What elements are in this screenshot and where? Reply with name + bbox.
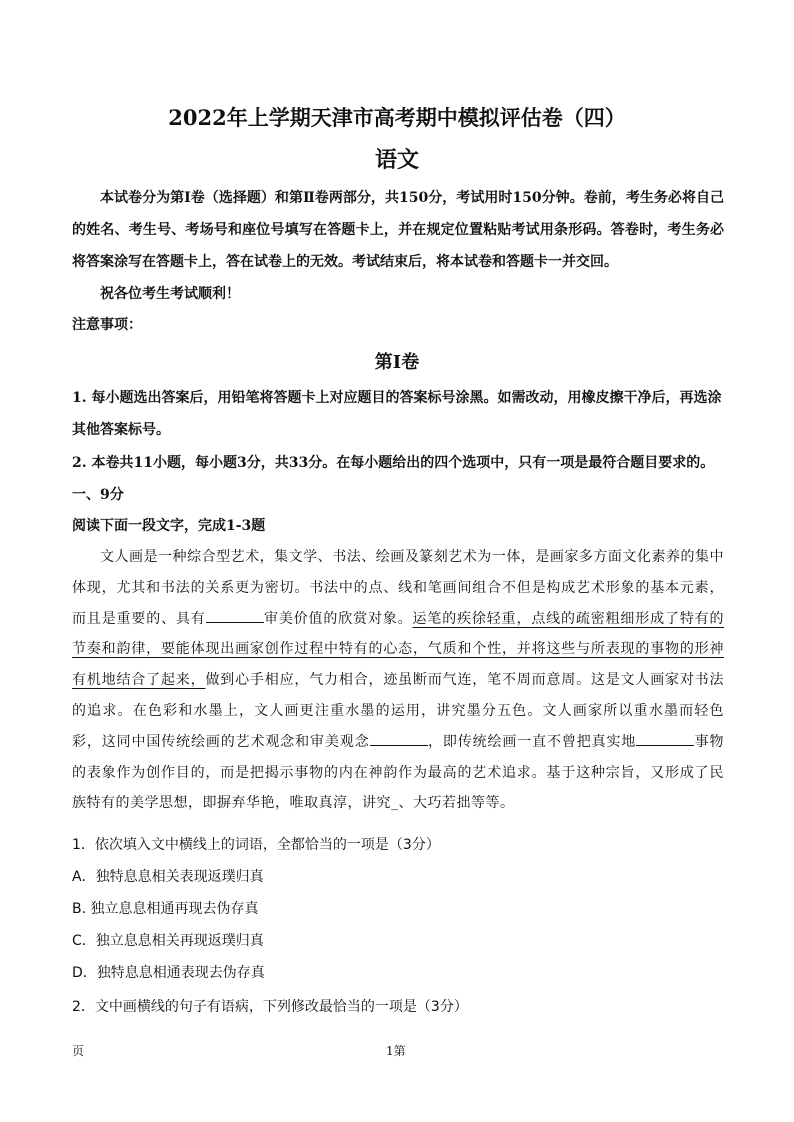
intro-paragraph: 本试卷分为第Ⅰ卷（选择题）和第Ⅱ卷两部分，共150分，考试用时150分钟。卷前，考生务必将自己的姓名、考生号、考场号和座位号填写在答题卡上，并在规定位置粘贴考试用条形码。答卷时，考生务必将答案涂写在答题卡上，答在试卷上的无效。考试结束后，将本试卷和答题卡一并交回。 (72, 190, 724, 270)
subject-title: 语文 (374, 147, 419, 173)
reading-instruction: 阅读下面一段文字，完成1-3题 (72, 518, 266, 534)
footer-page-number: 1第 (386, 1044, 406, 1058)
rule-1-line-2: 其他答案标号。 (72, 422, 170, 438)
answer-blank-1 (206, 608, 264, 623)
rule-2: 2. 本卷共11小题，每小题3分，共33分。在每小题给出的四个选项中，只有一项是最符合题目要求的。 (72, 455, 715, 471)
rule-1-line-1: 1. 每小题选出答案后，用铅笔将答题卡上对应题目的答案标号涂黑。如需改动，用橡皮擦干净后，再选涂 (72, 390, 722, 406)
passage-text-1: 文人画是一种综合型艺术，集文学、书法、绘画及篆刻艺术为一体，是画家多方面文化素养的集中体现，尤其和书法的关系更为密切。书法中的点、线和笔画间组合不但是构成艺术形象的基本元素，而且是重要的、具有 (72, 549, 724, 627)
question-1: 1．依次填入文中横线上的词语，全都恰当的一项是（3分） (72, 837, 440, 853)
answer-blank-2 (370, 731, 428, 746)
section-heading: 第Ⅰ卷 (374, 352, 420, 373)
question-1-option-b: B. 独立息息相通再现去伪存真 (72, 901, 259, 917)
passage-text-2: 审美价值的欣赏对象。 (263, 610, 413, 627)
question-2: 2．文中画横线的句子有语病，下列修改最恰当的一项是（3分） (72, 999, 468, 1015)
question-1-option-d: D．独特息息相通表现去伪存真 (72, 965, 265, 981)
underlined-sentence: 运笔的疾徐轻重，点线的疏密粗细形成了特有的节奏和韵律，要能体现出画家创作过程中特有的心态，气质和个性，并将这些与所表现的事物的形神有机地结合了起来， (72, 610, 725, 689)
notice-label: 注意事项： (72, 317, 142, 333)
part-label: 一、9分 (72, 487, 124, 503)
question-1-option-a: A．独特息息相关表现返璞归真 (72, 869, 264, 885)
reading-passage (72, 542, 724, 819)
passage-text-3: 做到心手相应，气力相合，迹虽断而气连，笔不周而意周。这是文人画家对书法的追求。在色彩和水墨上，文人画更注重水墨的运用，讲究墨分五色。文人画家所以重水墨而轻色彩，这同中国传统绘画的艺术观念和审美观念 (72, 672, 725, 750)
footer-left: 页 (72, 1044, 85, 1058)
question-1-option-c: C．独立息息相关再现返璞归真 (72, 933, 264, 949)
exam-title: 2022年上学期天津市高考期中模拟评估卷（四） (168, 105, 626, 130)
passage-text-5: 事物的表象作为创作目的，而是把揭示事物的内在神韵作为最高的艺术追求。基于这种宗旨，又形成了民族特有的美学思想，即摒弃华艳，唯取真淳，讲究_、大巧若拙等等。 (72, 733, 725, 812)
answer-blank-3 (636, 731, 694, 746)
wish-text: 祝各位考生考试顺利！ (100, 286, 240, 302)
passage-text-4: ，即传统绘画一直不曾把真实地 (427, 733, 637, 750)
